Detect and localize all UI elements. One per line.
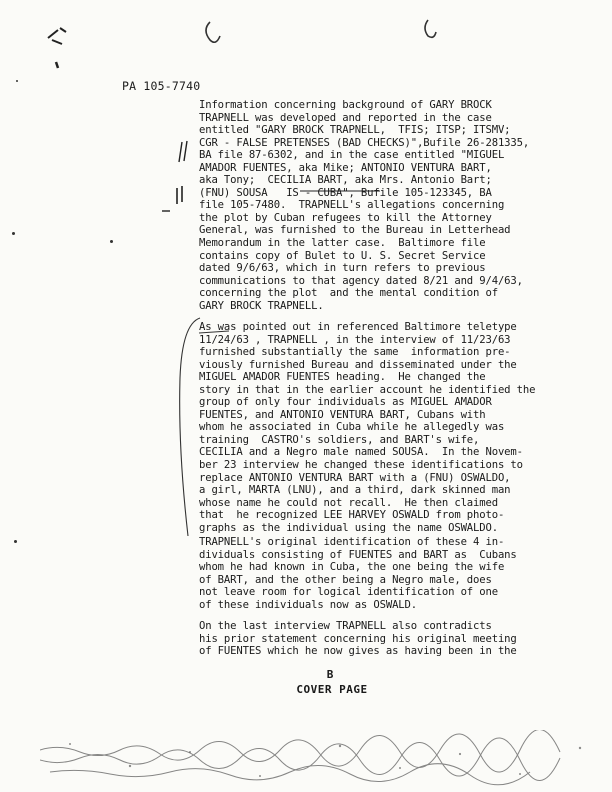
scan-speck	[12, 232, 15, 235]
scan-speck	[16, 80, 18, 82]
cover-page-label: COVER PAGE	[296, 683, 368, 696]
scan-speck	[14, 540, 17, 543]
scan-noise-band	[40, 730, 600, 788]
paragraph-4: On the last interview TRAPNELL also contradicts his prior statement concerning his original meeting of FUENTES which he now gives as having been in the	[199, 620, 517, 658]
page-letter: B	[326, 668, 334, 681]
paragraph-2: As was pointed out in referenced Baltimore teletype 11/24/63 , TRAPNELL , in the interview of 11/23/63 furnished substantially the same information pre- viously furnished Bureau and disseminated under the MIGUEL AMADOR FUENTES heading. He changed the story in that in the earlier account he identified the group of only four individuals as MIGUEL AMADOR FUENTES, and ANTONIO VENTURA BART, Cubans with whom he associated in Cuba while he allegedly was training CASTRO's soldiers, and BART's wife, CECILIA and a Negro male named SOUSA. In the Novem- ber 23 interview he changed these identifications to replace ANTONIO VENTURA BART with a (FNU) OSWALDO, a girl, MARTA (LNU), and a third, dark skinned man whose name he could not recall. He then claimed that he recognized LEE HARVEY OSWALD from photo- graphs as the individual using the name OSWALDO.	[199, 321, 536, 534]
paragraph-1: Information concerning background of GARY BROCK TRAPNELL was developed and reported in the case entitled "GARY BROCK TRAPNELL, TFIS; ITSP; ITSMV; CGR - FALSE PRETENSES (BAD CHECKS)",Bufile 26-281335, BA file 87-6302, and in the case entitled "MIGUEL AMADOR FUENTES, aka Mike; ANTONIO VENTURA BART, aka Tony; CECILIA BART, aka Mrs. Antonio Bart; (FNU) SOUSA IS - CUBA", Bufile 105-123345, BA file 105-7480. TRAPNELL's allegations concerning the plot by Cuban refugees to kill the Attorney General, was furnished to the Bureau in Letterhead Memorandum in the latter case. Baltimore file contains copy of Bulet to U. S. Secret Service dated 9/6/63, which in turn refers to previous communications to that agency dated 8/21 and 9/4/63, concerning the plot and the mental condition of GARY BROCK TRAPNELL.	[199, 99, 530, 312]
paragraph-3: TRAPNELL's original identification of these 4 in- dividuals consisting of FUENTES and BART as Cubans whom he had known in Cuba, the one being the wife of BART, and the other being a Negro male, does not leave room for logical identification of one of these individuals now as OSWALD.	[199, 536, 517, 611]
scan-speck	[110, 240, 113, 243]
file-number: PA 105-7740	[122, 79, 201, 93]
